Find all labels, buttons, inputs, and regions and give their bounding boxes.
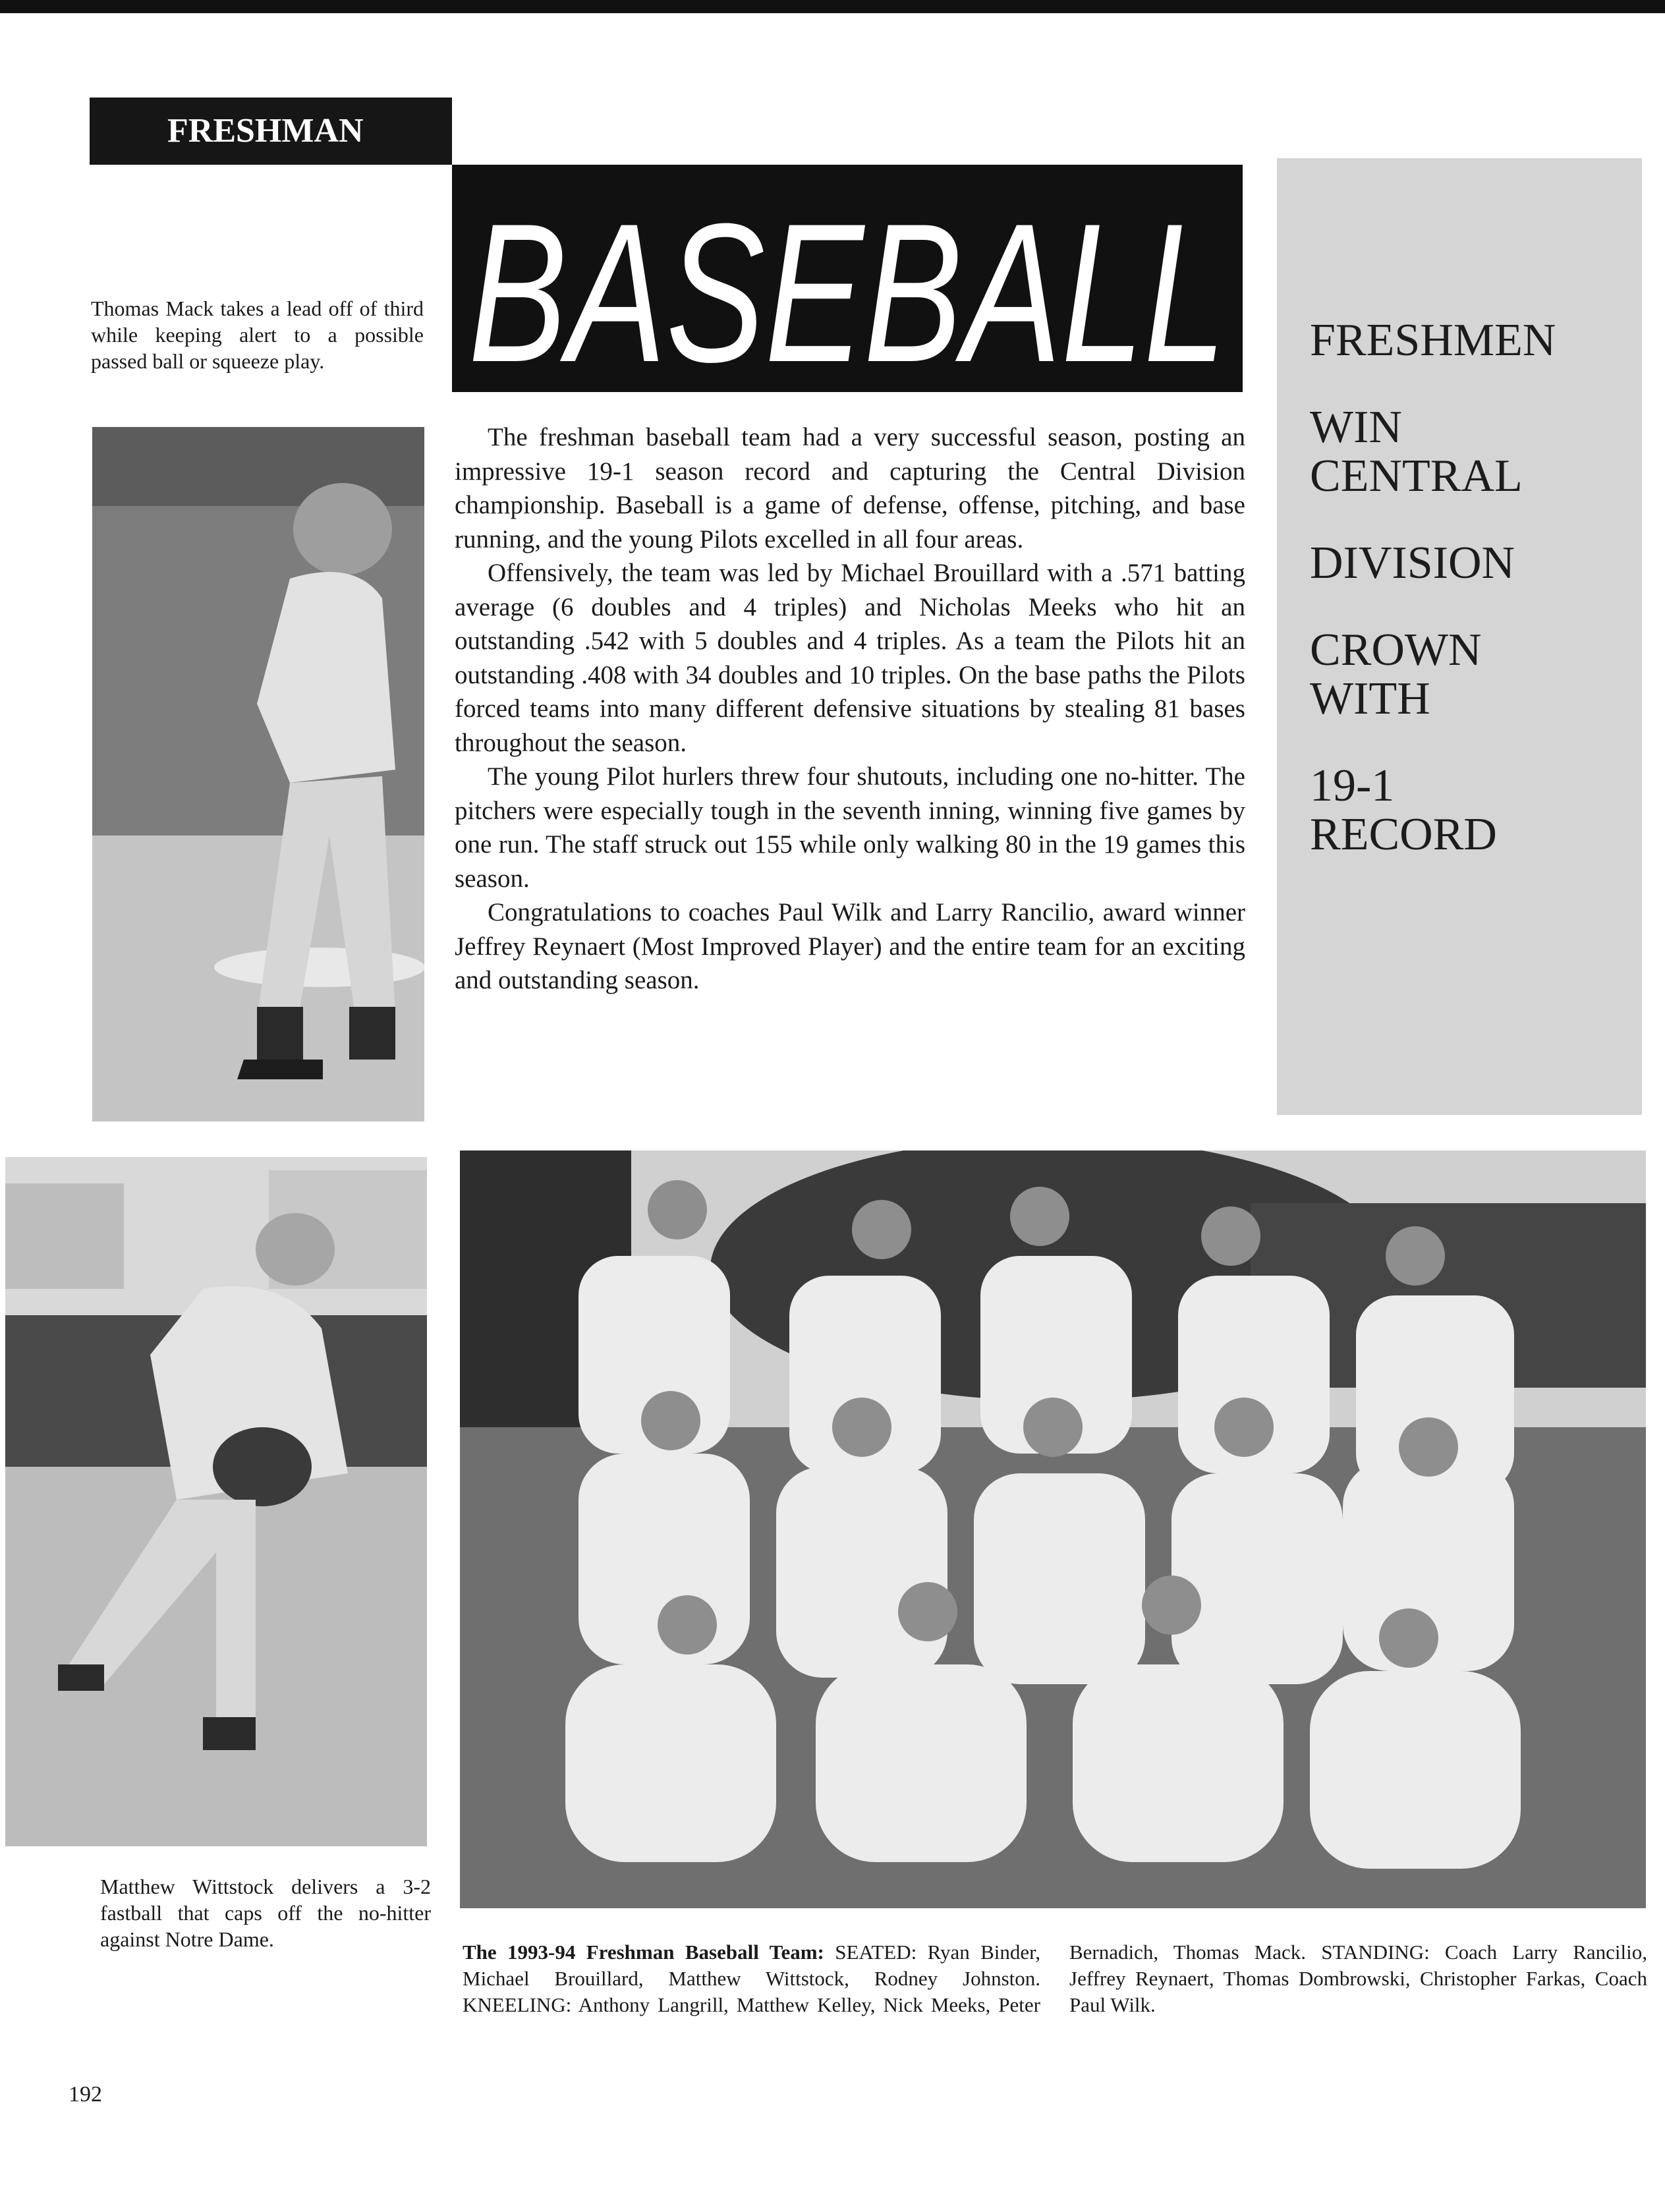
article-paragraph: The young Pilot hurlers threw four shutouts, including one no-hitter. The pitchers were especially tough in the seventh inning, winning five games by one run. The staff struck out 155 while only walking 80 in the 19 games this season. [455, 762, 1245, 893]
article-paragraph: The freshman baseball team had a very successful season, posting an impressive 19-1 season record and capturing the Central Division championship. Baseball is a game of defense, offense, pitching, and base running, and the young Pilots excelled in all four areas. [455, 423, 1245, 553]
photo-caption-wittstock: Matthew Wittstock delivers a 3-2 fastball that caps off the no-hitter against Notre Dame. [100, 1875, 431, 1951]
article-paragraph: Congratulations to coaches Paul Wilk and Larry Rancilio, award winner Jeffrey Reynaert (Most Improved Player) and the entire team for an exciting and outstanding season. [455, 898, 1245, 994]
section-label: FRESHMAN [90, 98, 452, 165]
sidebar-line: CROWN [1310, 625, 1482, 675]
sidebar-line: FRESHMEN [1310, 315, 1556, 366]
team-caption-text: SEATED: Ryan Binder, Michael Brouillard, Matthew Wittstock, Rodney Johnston. KNEELING: Anthony Langrill, Matthew Kelley, Nick Meeks, Peter Bernadich, Thomas Mack. STANDING: Coach Larry Rancilio, Jeffrey Reynaert, Thomas Dombrowski, Christopher Farkas, Coach Paul Wilk. [463, 1941, 1647, 2016]
article-paragraph: Offensively, the team was led by Michael Brouillard with a .571 batting average (6 doubles and 4 triples) and Nicholas Meeks who hit an outstanding .542 with 5 doubles and 4 triples. As a team the Pilots hit an outstanding .408 with 34 doubles and 10 triples. On the base paths the Pilots forced teams into many different defensive situations by stealing 81 bases throughout the season. [455, 559, 1245, 757]
photo-team-graphic [460, 1150, 1646, 1908]
photo-runner-graphic [92, 427, 424, 1121]
page-number: 192 [69, 2082, 102, 2107]
sidebar-line: 19-1 [1310, 760, 1395, 811]
photo-team [460, 1150, 1646, 1908]
sidebar-line: WITH [1310, 673, 1430, 724]
page-title [452, 165, 1243, 392]
top-border [0, 0, 1665, 13]
title-text: BASEBALL [468, 182, 1226, 392]
title-lettering [452, 165, 1243, 392]
photo-caption-mack: Thomas Mack takes a lead off of third while keeping alert to a possible passed ball or squeeze play. [91, 297, 424, 373]
sidebar-line: WIN [1310, 402, 1402, 453]
team-caption-heading: The 1993-94 Freshman Baseball Team: [463, 1941, 824, 1964]
sidebar-line: CENTRAL [1310, 451, 1523, 501]
article-body [455, 420, 1245, 998]
photo-runner-third-base [92, 427, 424, 1121]
photo-pitcher-graphic [5, 1157, 427, 1846]
headline-sidebar [1277, 158, 1642, 1115]
sidebar-line: DIVISION [1310, 538, 1515, 588]
team-photo-caption [463, 1939, 1647, 2018]
sidebar-line: RECORD [1310, 809, 1497, 860]
photo-pitcher [5, 1157, 427, 1846]
